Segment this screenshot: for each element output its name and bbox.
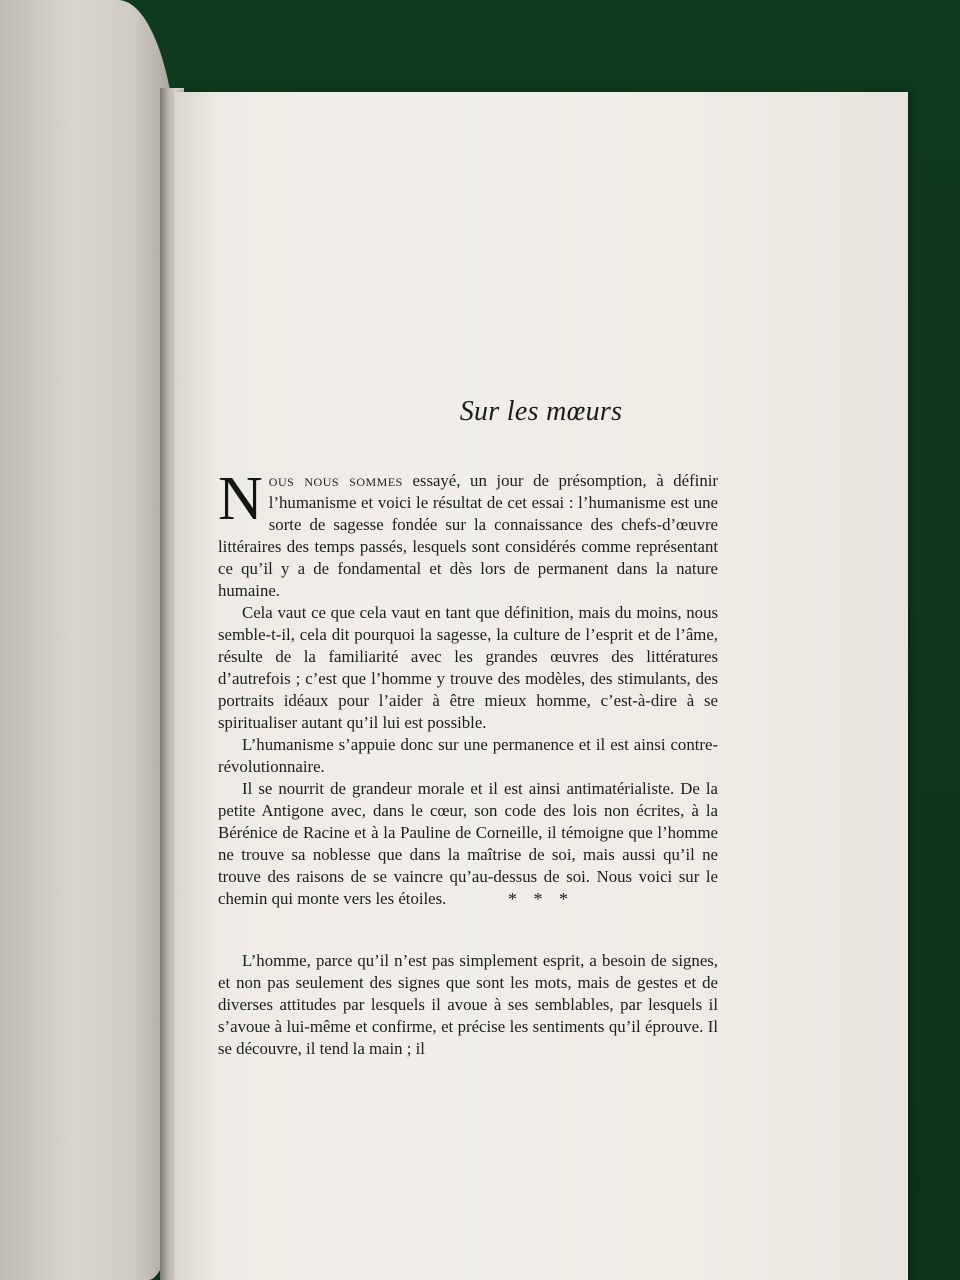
paragraph-2: Cela vaut ce que cela vaut en tant que définition, mais du moins, nous semble-t-il, cela dit pourquoi la sagesse, la culture de l’esprit et de l’âme, résulte de la familiarité avec les grandes œuvres des littératures d’autrefois ; c’est que l’homme y trouve des modèles, des stimulants, des portraits idéaux pour l’aider à être mieux homme, c’est-à-dire à se spiritualiser autant qu’il lui est possible. [218,603,718,732]
paragraph-1 [218,465,718,602]
section-separator: * * * [508,889,574,909]
paragraph-5: L’homme, parce qu’il n’est pas simplement esprit, a besoin de signes, et non pas seulement des signes que sont les mots, mais de gestes et de diverses attitudes par lesquels il avoue à ses semblables, par lesquels il s’avoue à lui-même et confirme, et précise les sentiments qu’il éprouve. Il se découvre, il tend la main ; il [218,951,718,1058]
right-page [174,92,908,1280]
paragraph-3: L’humanisme s’appuie donc sur une permanence et il est ainsi contre-révolutionnaire. [218,735,718,776]
section-1-text [218,465,718,910]
opening-words: ous nous sommes [268,471,403,490]
paragraph-4: Il se nourrit de grandeur morale et il est ainsi antimatérialiste. De la petite Antigone avec, dans le cœur, son code des lois non écrites, à la Bérénice de Racine et à la Pauline de Corneille, il témoigne que l’homme ne trouve sa noblesse que dans la maîtrise de soi, mais aussi qu’il ne trouve des raisons de se vaincre qu’au-dessus de soi. Nous voici sur le chemin qui monte vers les étoiles. [218,779,718,908]
paragraph-1-text: essayé, un jour de présomption, à définir l’humanisme et voici le résultat de cet essai : l’humanisme est une sorte de sagesse fondée sur la connaissance des chefs-d’œuvre littéraires des temps passés, lesquels sont considérés comme représentant ce qu’il y a de fondamental et dès lors de permanent dans la nature humaine. [218,471,718,600]
drop-cap: N [218,465,263,533]
section-2-text [218,950,718,1060]
chapter-title: Sur les mœurs [459,396,623,427]
left-page [0,0,178,1280]
